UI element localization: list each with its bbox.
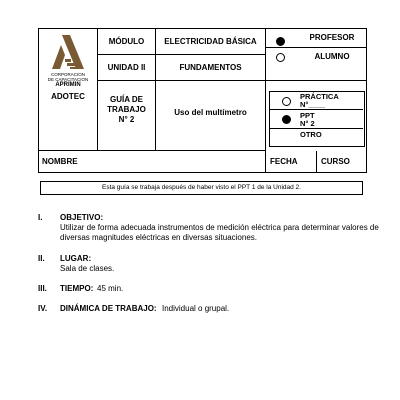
type-box <box>269 91 365 147</box>
ppt-label: PPT N° 2 <box>300 111 315 128</box>
logo-text-3: APRIMIN <box>55 82 81 88</box>
profesor-radio[interactable] <box>276 37 285 46</box>
curso-label: CURSO <box>321 157 350 166</box>
otro-label: OTRO <box>300 130 322 139</box>
section-number: II. <box>38 254 45 263</box>
otro-option[interactable] <box>270 129 363 145</box>
guia-value: Uso del multímetro <box>156 81 266 151</box>
unidad-value: FUNDAMENTOS <box>156 55 266 81</box>
section-number: III. <box>38 284 47 293</box>
logo-text-2: DE CAPACITACION <box>47 77 89 82</box>
practica-radio[interactable] <box>282 97 291 106</box>
modulo-label: MÓDULO <box>98 28 156 55</box>
ppt-radio[interactable] <box>282 115 291 124</box>
section-number: I. <box>38 213 43 222</box>
org-name: ADOTEC <box>51 92 85 101</box>
nombre-cell[interactable] <box>38 151 266 173</box>
ppt-option[interactable] <box>270 110 363 129</box>
alumno-radio[interactable] <box>276 53 285 62</box>
alumno-label: ALUMNO <box>314 52 350 61</box>
section-text: Utilizar de forma adecuada instrumentos de medición eléctrica para determinar valores de diversas magnitudes eléctricas en diversas situaciones. <box>60 223 379 242</box>
curso-cell[interactable] <box>317 151 367 173</box>
logo-cell <box>38 28 98 151</box>
practica-option[interactable] <box>270 92 363 110</box>
nombre-label: NOMBRE <box>42 157 78 166</box>
section-text: Sala de clases. <box>60 264 115 273</box>
profesor-label: PROFESOR <box>309 33 355 42</box>
alumno-option[interactable] <box>266 48 367 66</box>
fecha-label: FECHA <box>270 157 298 166</box>
notice-box: Esta guía se trabaja después de haber visto el PPT 1 de la Unidad 2. <box>40 181 363 195</box>
section-text: Individual o grupal. <box>162 304 230 313</box>
section-title: OBJETIVO: <box>60 213 104 222</box>
aprimin-logo <box>48 33 88 71</box>
section-title: DINÁMICA DE TRABAJO: <box>60 304 157 313</box>
section-number: IV. <box>38 304 48 313</box>
section-title: TIEMPO: <box>60 284 94 293</box>
practica-label: PRÁCTICA N°____ <box>300 92 339 109</box>
role-box <box>266 28 367 81</box>
section-text: 45 min. <box>97 284 124 293</box>
fecha-cell[interactable] <box>266 151 317 173</box>
section-title: LUGAR: <box>60 254 92 263</box>
profesor-option[interactable] <box>266 28 367 48</box>
modulo-value: ELECTRICIDAD BÁSICA <box>156 28 266 55</box>
unidad-label: UNIDAD II <box>98 55 156 81</box>
logo-text-1: CORPORACION <box>50 72 85 77</box>
guia-label: GUÍA DE TRABAJO N° 2 <box>98 81 156 151</box>
